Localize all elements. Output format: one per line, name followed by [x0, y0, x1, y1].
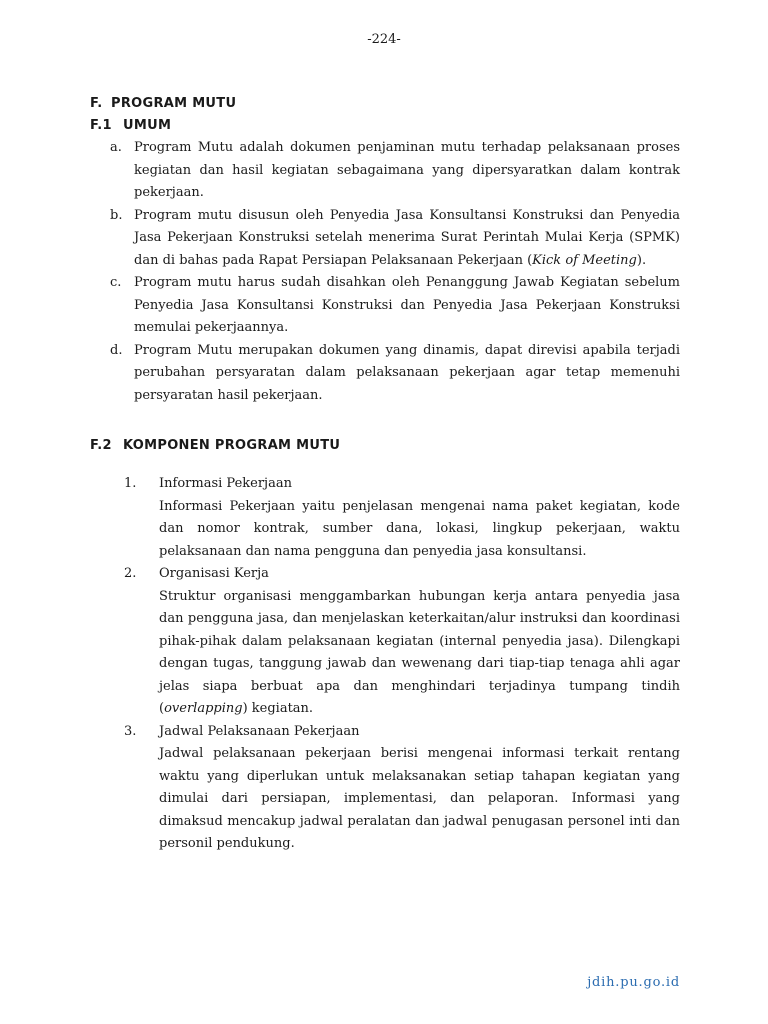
section-f1-title: UMUM [123, 118, 172, 133]
list-item-c [90, 272, 680, 340]
list-marker: b. [110, 207, 123, 223]
list-item-text: Jadwal pelaksanaan pekerjaan berisi mengenai informasi terkait rentang waktu yang diperlukan untuk melaksanakan setiap tahapan kegiatan yang dimulai dari persiapan, implementasi, dan pelaporan. Informasi yang dimaksud mencakup jadwal peralatan dan jadwal penugasan personel inti dan personil pendukung. [159, 746, 680, 851]
section-f-heading [90, 93, 680, 115]
list-item-a [90, 137, 680, 205]
footer-url: jdih.pu.go.id [587, 975, 680, 990]
list-marker: d. [110, 342, 123, 358]
list-item-1 [90, 473, 680, 563]
section-f-number: F. [90, 96, 103, 111]
list-marker: 3. [124, 723, 137, 739]
list-item-title: Organisasi Kerja [159, 566, 269, 581]
list-item-b [90, 205, 680, 273]
section-f2-number: F.2 [90, 438, 112, 453]
list-item-text: Program Mutu merupakan dokumen yang dinamis, dapat direvisi apabila terjadi perubahan persyaratan dalam pelaksanaan pekerjaan agar tetap memenuhi persyaratan hasil pekerjaan. [134, 342, 680, 403]
list-item-italic-text: overlapping [164, 701, 243, 716]
list-item-text: Informasi Pekerjaan yaitu penjelasan mengenai nama paket kegiatan, kode dan nomor kontrak, sumber dana, lokasi, lingkup pekerjaan, waktu pelaksanaan dan nama pengguna dan penyedia jasa konsultansi. [159, 498, 680, 559]
list-marker: c. [110, 275, 122, 290]
document-body [90, 93, 680, 856]
section-f1-number: F.1 [90, 118, 112, 133]
section-f2-list [90, 473, 680, 856]
list-marker: a. [110, 140, 122, 155]
list-item-title: Jadwal Pelaksanaan Pekerjaan [159, 723, 360, 739]
section-f1-list [90, 137, 680, 407]
list-item-text-end: ) kegiatan. [242, 701, 314, 716]
list-item-text: Program mutu disusun oleh Penyedia Jasa Konsultansi Konstruksi dan Penyedia Jasa Pekerjaan Konstruksi setelah menerima Surat Perintah Mulai Kerja (SPMK) dan di bahas pada Rapat Persiapan Pelaksanaan Pekerjaan ( [134, 207, 680, 268]
list-item-text: Struktur organisasi menggambarkan hubungan kerja antara penyedia jasa dan pengguna jasa, dan menjelaskan keterkaitan/alur instruksi dan koordinasi pihak-pihak dalam pelaksanaan kegiatan (internal penyedia jasa). Dilengkapi dengan tugas, tanggung jawab dan wewenang dari tiap-tiap tenaga ahli agar jelas siapa berbuat apa dan menghindari terjadinya tumpang tindih ( [159, 588, 680, 716]
list-marker: 2. [124, 566, 137, 581]
list-item-text-end: ). [636, 252, 647, 268]
list-marker: 1. [124, 476, 137, 491]
list-item-text: Program mutu harus sudah disahkan oleh Penanggung Jawab Kegiatan sebelum Penyedia Jasa Konsultansi Konstruksi dan Penyedia Jasa Pekerjaan Konstruksi memulai pekerjaannya. [134, 275, 680, 335]
list-item-2 [90, 563, 680, 721]
section-f2-title: KOMPONEN PROGRAM MUTU [123, 438, 341, 453]
list-item-title: Informasi Pekerjaan [159, 476, 292, 491]
list-item-d [90, 340, 680, 408]
list-item-italic-text: Kick of Meeting [532, 252, 637, 268]
list-item-3 [90, 721, 680, 856]
section-f2-heading [90, 435, 680, 457]
list-item-text: Program Mutu adalah dokumen penjaminan mutu terhadap pelaksanaan proses kegiatan dan hasil kegiatan sebagaimana yang dipersyaratkan dalam kontrak pekerjaan. [134, 140, 680, 200]
section-f-title: PROGRAM MUTU [111, 96, 237, 111]
page-number: -224- [367, 32, 401, 47]
section-f1-heading [90, 115, 680, 137]
